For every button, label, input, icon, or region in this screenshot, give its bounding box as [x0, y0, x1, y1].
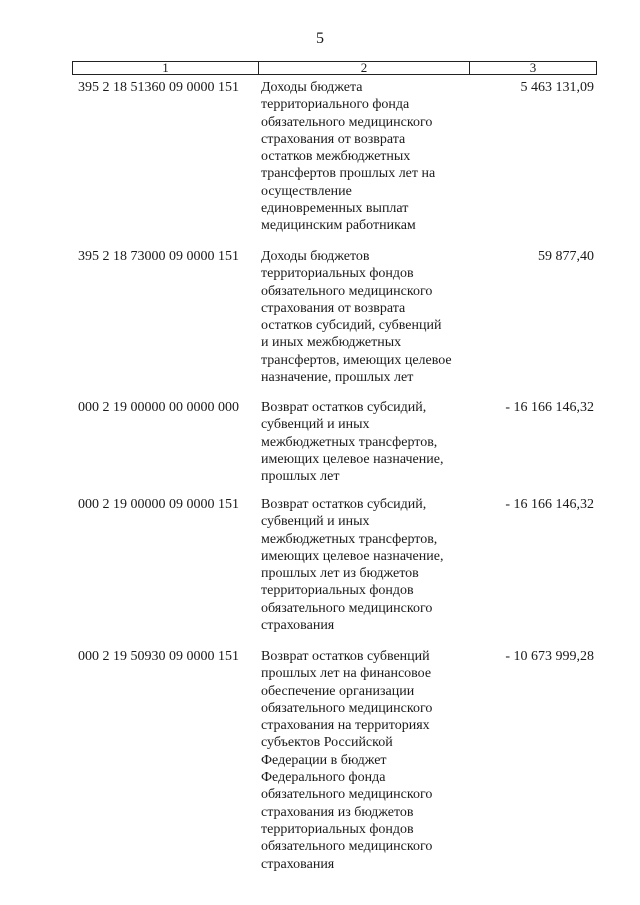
row-description	[261, 648, 476, 873]
description-line: остатков межбюджетных	[261, 149, 411, 165]
description-line: субъектов Российской	[261, 735, 393, 751]
description-line: территориальных фондов	[261, 583, 414, 599]
row-description	[261, 496, 476, 634]
description-line: медицинским работникам	[261, 218, 416, 234]
description-line: территориального фонда	[261, 97, 410, 113]
description-line: Федерального фонда	[261, 770, 386, 786]
page-number: 5	[316, 30, 324, 47]
description-line: межбюджетных трансфертов,	[261, 434, 438, 450]
description-line: обеспечение организации	[261, 683, 415, 699]
description-line: страхования из бюджетов	[261, 804, 414, 820]
description-line: страхования	[261, 618, 335, 634]
description-line: обязательного медицинского	[261, 283, 433, 299]
column-header-table	[72, 61, 597, 75]
description-line: субвенций и иных	[261, 417, 370, 433]
row-description	[261, 399, 476, 485]
description-line: имеющих целевое назначение,	[261, 451, 444, 467]
description-line: Возврат остатков субсидий,	[261, 400, 427, 415]
description-line: Доходы бюджета	[261, 80, 363, 95]
description-line: субвенций и иных	[261, 514, 370, 530]
description-line: страхования на территориях	[261, 718, 430, 734]
description-line: Возврат остатков субсидий,	[261, 497, 427, 512]
row-description	[261, 248, 476, 386]
description-line: назначение, прошлых лет	[261, 370, 414, 386]
description-line: межбюджетных трансфертов,	[261, 531, 438, 547]
description-line: прошлых лет из бюджетов	[261, 566, 419, 582]
description-line: территориальных фондов	[261, 266, 414, 282]
budget-code: 000 2 19 00000 00 0000 000	[78, 400, 239, 415]
description-line: обязательного медицинского	[261, 700, 433, 716]
description-line: трансфертов, имеющих целевое	[261, 352, 452, 368]
budget-code: 395 2 18 51360 09 0000 151	[78, 80, 239, 95]
description-line: осуществление	[261, 183, 352, 199]
column-header-3: 3	[470, 62, 597, 75]
description-line: и иных межбюджетных	[261, 335, 402, 351]
column-header-row	[73, 62, 597, 75]
description-line: страхования от возврата	[261, 300, 406, 316]
budget-code: 000 2 19 00000 09 0000 151	[78, 497, 239, 512]
description-line: страхования	[261, 856, 335, 872]
description-line: прошлых лет	[261, 469, 340, 485]
column-header-1: 1	[73, 62, 259, 75]
description-line: обязательного медицинского	[261, 839, 433, 855]
description-line: прошлых лет на финансовое	[261, 666, 432, 682]
amount-value: 59 877,40	[538, 249, 594, 264]
description-line: остатков субсидий, субвенций	[261, 318, 442, 334]
description-line: Доходы бюджетов	[261, 249, 370, 264]
description-line: Возврат остатков субвенций	[261, 649, 430, 664]
description-line: обязательного медицинского	[261, 787, 433, 803]
budget-code: 395 2 18 73000 09 0000 151	[78, 249, 239, 264]
description-line: Федерации в бюджет	[261, 752, 387, 768]
amount-value: - 16 166 146,32	[505, 400, 594, 415]
description-line: обязательного медицинского	[261, 600, 433, 616]
description-line: территориальных фондов	[261, 821, 414, 837]
amount-value: - 10 673 999,28	[505, 649, 594, 664]
description-line: единовременных выплат	[261, 201, 409, 217]
amount-value: - 16 166 146,32	[505, 497, 594, 512]
column-header-2: 2	[259, 62, 470, 75]
budget-code: 000 2 19 50930 09 0000 151	[78, 649, 239, 664]
amount-value: 5 463 131,09	[520, 80, 594, 95]
row-description	[261, 79, 476, 235]
description-line: имеющих целевое назначение,	[261, 548, 444, 564]
description-line: трансфертов прошлых лет на	[261, 166, 436, 182]
description-line: обязательного медицинского	[261, 114, 433, 130]
description-line: страхования от возврата	[261, 131, 406, 147]
